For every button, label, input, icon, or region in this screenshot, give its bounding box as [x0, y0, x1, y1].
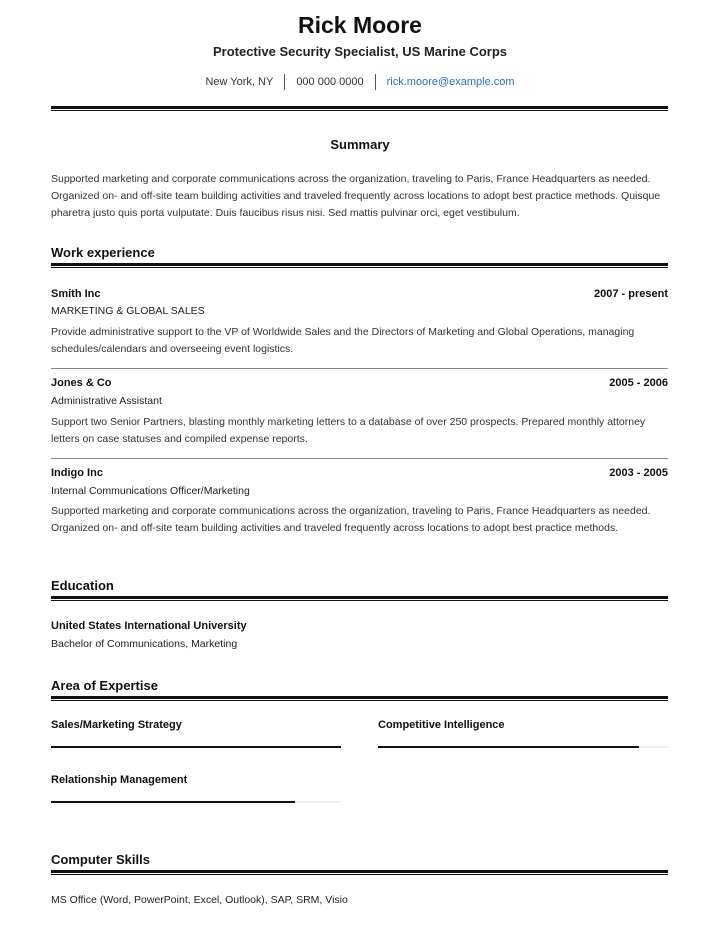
job-dates: 2005 - 2006 — [609, 377, 668, 389]
job-role: MARKETING & GLOBAL SALES — [51, 305, 205, 317]
skill-level-bar — [51, 801, 341, 803]
contact-info — [0, 74, 720, 90]
header-rule — [51, 106, 668, 111]
job-description: Provide administrative support to the VP of Worldwide Sales and the Directors of Marketing and Global Operations, managing schedules/calendars and overseeing event logistics. — [51, 326, 635, 355]
summary-text: Supported marketing and corporate communications across the organization, traveling to Paris, France Headquarters as needed. Organized on- and off-site team building activities and traveled frequently across locations to adopt best practice methods. Quisque pharetra justo quis porta vulputate. Duis faucibus risus nisi. Sed mattis pulvinar orci, eget vestibulum. — [51, 173, 661, 219]
candidate-headline: Protective Security Specialist, US Marine Corps — [212, 44, 508, 59]
skill-level-fill — [51, 801, 295, 803]
job-dates: 2007 - present — [594, 288, 668, 300]
email-link[interactable]: rick.moore@example.com — [386, 76, 515, 88]
job-divider — [51, 458, 668, 459]
location-text: New York, NY — [205, 76, 274, 88]
job-company: Jones & Co — [51, 377, 112, 389]
education-school: United States International University — [51, 620, 247, 632]
computer-skills-heading: Computer Skills — [51, 852, 150, 867]
job-divider — [51, 368, 668, 369]
education-degree: Bachelor of Communications, Marketing — [51, 638, 238, 650]
summary-heading: Summary — [330, 137, 390, 152]
job-role: Internal Communications Officer/Marketing — [51, 485, 250, 497]
skill-level-fill — [51, 746, 341, 748]
skill-level-fill — [378, 746, 639, 748]
computer-skills-text: MS Office (Word, PowerPoint, Excel, Outlook), SAP, SRM, Visio — [51, 894, 348, 906]
work-experience-heading: Work experience — [51, 245, 155, 260]
job-description: Supported marketing and corporate communications across the organization, traveling to Paris, France Headquarters as needed. Organized on- and off-site team building activities and traveled frequently across locations to adopt best practice methods. — [51, 505, 651, 534]
job-dates: 2003 - 2005 — [609, 467, 668, 479]
skill-name: Competitive Intelligence — [378, 719, 505, 731]
section-rule — [51, 696, 668, 701]
contact-divider — [375, 74, 376, 90]
phone-text: 000 000 0000 — [296, 76, 364, 88]
job-company: Smith Inc — [51, 288, 101, 300]
section-rule — [51, 263, 668, 268]
skill-name: Relationship Management — [51, 774, 188, 786]
job-role: Administrative Assistant — [51, 395, 162, 407]
candidate-name: Rick Moore — [298, 12, 422, 38]
skill-name: Sales/Marketing Strategy — [51, 719, 182, 731]
job-description: Support two Senior Partners, blasting monthly marketing letters to a database of over 250 prospects. Prepared monthly attorney letters on case statuses and compiled expense reports. — [51, 416, 646, 445]
skill-level-bar — [51, 746, 341, 748]
section-rule — [51, 596, 668, 601]
skill-level-bar — [378, 746, 668, 748]
expertise-heading: Area of Expertise — [51, 678, 158, 693]
education-heading: Education — [51, 578, 114, 593]
contact-divider — [284, 74, 285, 90]
section-rule — [51, 870, 668, 875]
job-company: Indigo Inc — [51, 467, 103, 479]
